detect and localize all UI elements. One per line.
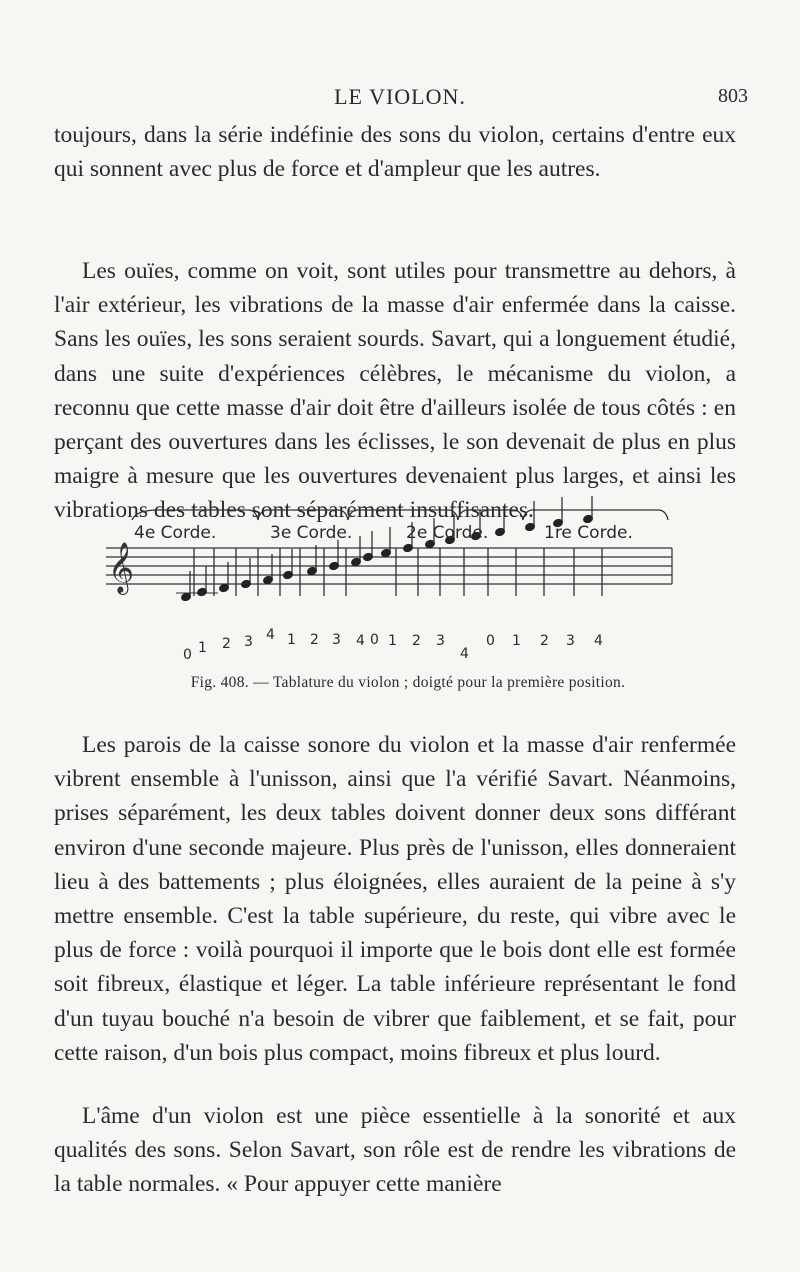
fingering-number: 1: [287, 632, 296, 648]
fingering-number: 4: [266, 627, 275, 643]
fingering-number: 0: [183, 647, 192, 663]
fingering-number: 0: [370, 632, 379, 648]
page-header: [52, 84, 748, 114]
running-title: LE VIOLON.: [334, 84, 466, 109]
note-group: [181, 496, 602, 602]
string-label-2: 2e Corde.: [406, 523, 489, 543]
fingering-number: 3: [436, 633, 445, 649]
string-label-1: 1re Corde.: [544, 523, 633, 543]
fingering-number: 4: [460, 646, 469, 662]
fingering-number: 3: [244, 634, 253, 650]
fingering-number: 3: [332, 632, 341, 648]
figure-caption: Fig. 408. — Tablature du violon ; doigté pour la première position.: [190, 674, 626, 691]
fingering-number: 1: [388, 633, 397, 649]
fingering-number: 1: [198, 640, 207, 656]
fingering-number: 4: [356, 633, 365, 649]
fingering-number: 2: [222, 636, 231, 652]
fingering-number: 4: [594, 633, 603, 649]
paragraph-1: toujours, dans la série indéfinie des sons du violon, certains d'entre eux qui sonnent avec plus de force et d'ampleur que les autres.: [54, 122, 736, 183]
paragraph-2: Les ouïes, comme on voit, sont utiles pour transmettre au dehors, à l'air extérieur, les vibrations de la masse d'air enfermée dans la caisse. Sans les ouïes, les sons seraient sourds. Savart, qui a longuement étudié, dans une suite d'expériences célèbres, le mécanisme du violon, a reconnu que cette masse d'air doit être d'ailleurs isolée de tous côtés : en perçant des ouvertures dans les éclisses, le son devenait de plus en plus maigre à mesure que les ouvertures devenaient plus larges, et ainsi les vibrations des tables sont séparément insuffisantes.: [54, 258, 736, 524]
page-number: 803: [718, 85, 748, 107]
fingering-number: 2: [540, 633, 549, 649]
paragraph-4: L'âme d'un violon est une pièce essentielle à la sonorité et aux qualités des sons. Selon Savart, son rôle est de rendre les vibrations de la table normales. « Pour appuyer cette manière: [54, 1103, 736, 1198]
string-label-3: 3e Corde.: [270, 523, 353, 543]
fingering-number: 3: [566, 633, 575, 649]
fingering-number: 2: [310, 632, 319, 648]
fingering-number: 0: [486, 633, 495, 649]
fingering-number: 1: [512, 633, 521, 649]
paragraph-3: Les parois de la caisse sonore du violon et la masse d'air renfermée vibrent ensemble à l'unisson, ainsi que l'a vérifié Savart. Néanmoins, prises séparément, les deux tables doivent donner deux sons différant environ d'une seconde majeure. Plus près de l'unisson, elles donneraient lieu à des battements ; plus éloignées, elles auraient de la peine à s'y mettre ensemble. C'est la table supérieure, du reste, qui vibre avec le plus de force : voilà pourquoi il importe que le bois dont elle est formée soit fibreux, élastique et léger. La table inférieure représentant le fond d'un tuyau bouché n'a besoin de vibrer que faiblement, et se fait, pour cette raison, d'un bois plus compact, moins fibreux et plus lourd.: [54, 732, 736, 1066]
tablature-figure: [98, 496, 718, 691]
treble-clef-icon: 𝄞: [108, 542, 135, 593]
fingering-number: 2: [412, 633, 421, 649]
string-label-4: 4e Corde.: [134, 523, 217, 543]
